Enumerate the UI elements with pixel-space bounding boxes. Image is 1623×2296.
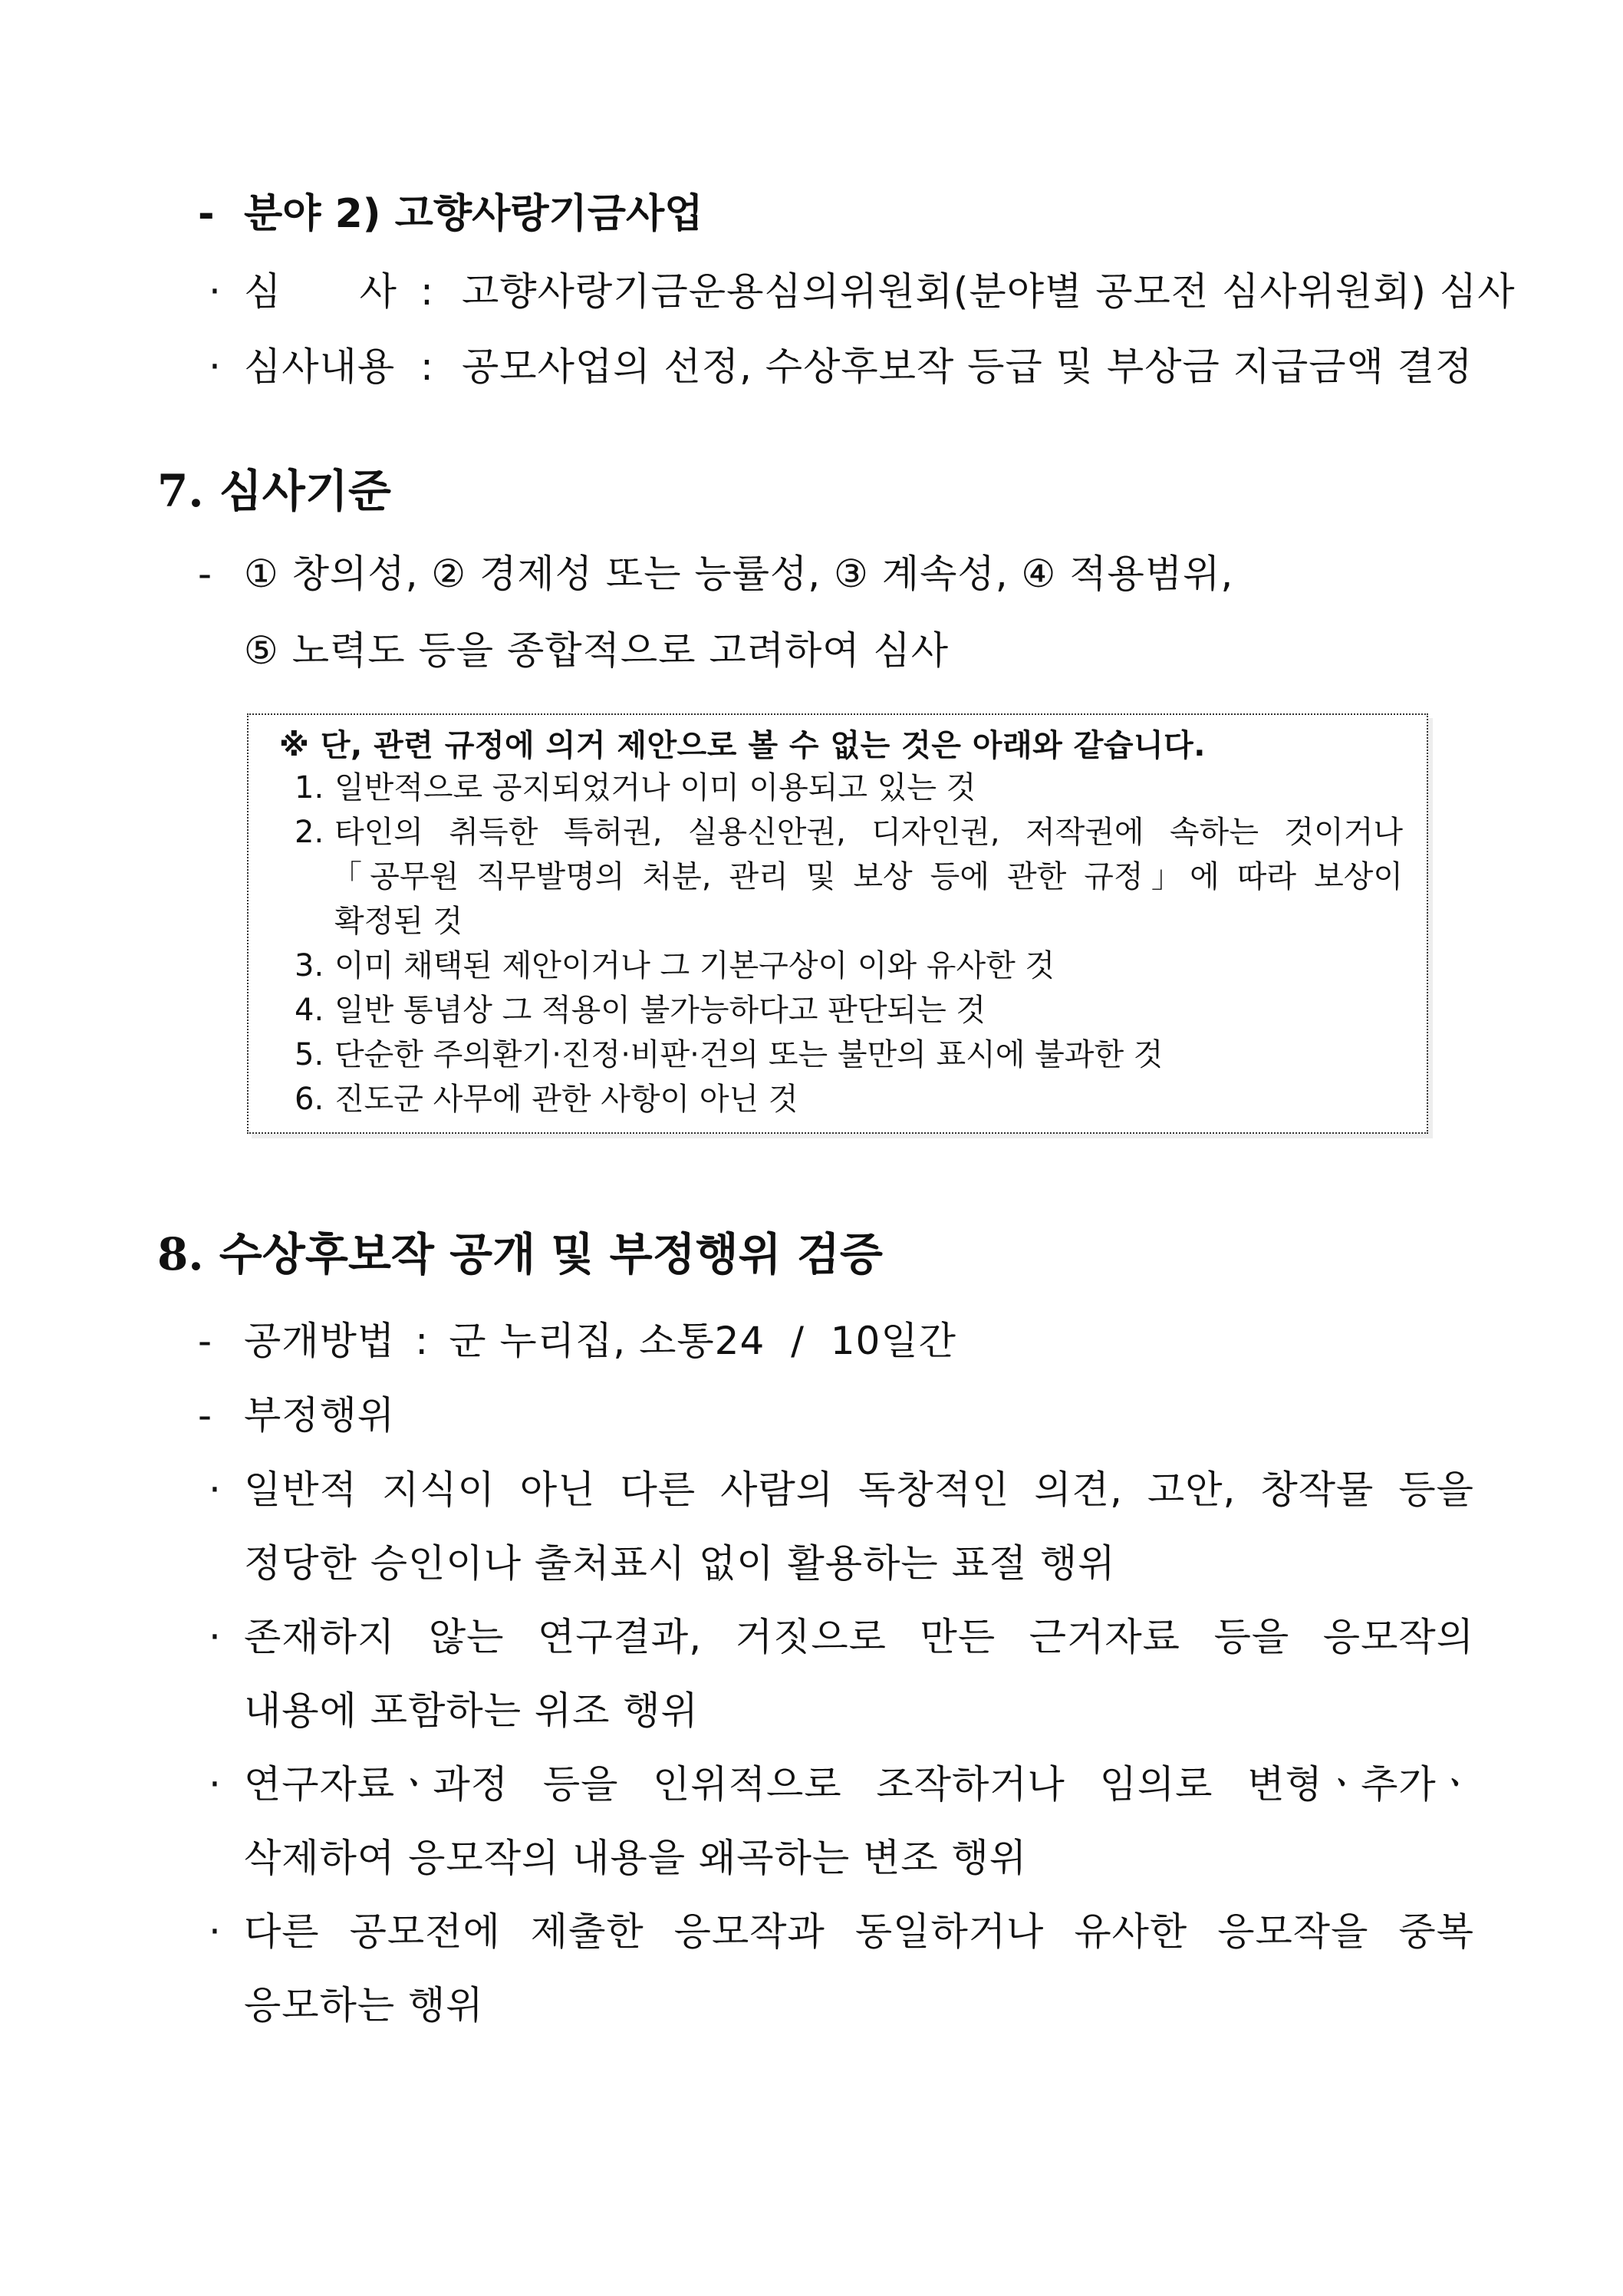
note-item-5 xyxy=(295,1033,1163,1077)
section7-heading xyxy=(157,464,391,518)
field2-title: 분야 2) 고향사랑기금사업 xyxy=(244,191,703,237)
bullet-dot: · xyxy=(209,269,222,314)
misconduct-item-fabrication xyxy=(209,1614,1474,1660)
note-item-3 xyxy=(295,944,1055,988)
colon: : xyxy=(420,344,434,389)
criteria-line-2 xyxy=(244,628,949,674)
criteria-text-1: ① 창의성, ② 경제성 또는 능률성, ③ 계속성, ④ 적용범위, xyxy=(244,552,1234,596)
disclosure-label: 공개방법 xyxy=(244,1319,396,1363)
misconduct-text: 정당한 승인이나 출처표시 없이 활용하는 표절 행위 xyxy=(244,1541,1116,1586)
misconduct-text: 내용에 포함하는 위조 행위 xyxy=(244,1688,699,1733)
bullet-dot: · xyxy=(209,1615,222,1659)
bullet-dot: · xyxy=(209,344,222,389)
colon: : xyxy=(415,1319,430,1363)
note-number: 4. xyxy=(295,993,324,1028)
note-number: 1. xyxy=(295,770,324,805)
section-number: 8. xyxy=(157,1228,204,1280)
review-text: 고향사랑기금운용심의위원회(분야별 공모전 심사위원회) 심사 xyxy=(462,269,1516,314)
note-text: 이미 채택된 제안이거나 그 기본구상이 이와 유사한 것 xyxy=(334,948,1055,983)
note-text: 단순한 주의환기·진정·비판·건의 또는 불만의 표시에 불과한 것 xyxy=(334,1037,1164,1072)
criteria-text-2: ⑤ 노력도 등을 종합적으로 고려하여 심사 xyxy=(244,628,950,673)
bullet-dot: · xyxy=(209,1468,222,1512)
dash-marker: - xyxy=(198,1319,213,1363)
note-item-4 xyxy=(295,988,986,1033)
misconduct-item-duplicate-cont xyxy=(244,1982,484,2028)
dash-marker: - xyxy=(198,552,213,596)
misconduct-item-plagiarism xyxy=(209,1467,1474,1513)
bullet-dot: · xyxy=(209,1762,222,1807)
misconduct-heading xyxy=(198,1392,395,1438)
note-number: 3. xyxy=(295,948,324,983)
misconduct-label: 부정행위 xyxy=(244,1393,396,1438)
note-text: 「공무원 직무발명의 처분, 관리 및 보상 등에 관한 규정」에 따라 보상이 xyxy=(331,859,1403,894)
note-number: 6. xyxy=(295,1082,324,1117)
note-number: 2. xyxy=(295,815,324,850)
misconduct-item-plagiarism-cont xyxy=(244,1540,1116,1586)
misconduct-text: 다른 공모전에 제출한 응모작과 동일하거나 유사한 응모작을 중복 xyxy=(244,1909,1474,1954)
field2-review-row xyxy=(209,268,1516,315)
misconduct-item-fabrication-cont xyxy=(244,1688,699,1734)
exclusion-note-box xyxy=(247,713,1428,1134)
disclosure-method-row xyxy=(198,1318,956,1364)
note-item-1 xyxy=(295,766,976,810)
note-text: 일반 통념상 그 적용이 불가능하다고 판단되는 것 xyxy=(334,993,986,1028)
disclosure-text: 군 누리집, 소통24 / 10일간 xyxy=(449,1319,956,1363)
misconduct-text: 삭제하여 응모작의 내용을 왜곡하는 변조 행위 xyxy=(244,1836,1028,1880)
misconduct-item-duplicate xyxy=(209,1909,1474,1955)
field2-review-content-row xyxy=(209,344,1474,390)
misconduct-text: 존재하지 않는 연구결과, 거짓으로 만든 근거자료 등을 응모작의 xyxy=(244,1615,1474,1659)
section-title: 수상후보작 공개 및 부정행위 검증 xyxy=(219,1228,883,1280)
note-text: 확정된 것 xyxy=(334,904,463,939)
review-content-label: 심사내용 xyxy=(244,344,396,389)
misconduct-item-falsification xyxy=(209,1761,1474,1807)
section-title: 심사기준 xyxy=(219,465,391,517)
misconduct-text: 응모하는 행위 xyxy=(244,1983,484,2028)
review-content-text: 공모사업의 선정, 수상후보작 등급 및 부상금 지급금액 결정 xyxy=(462,344,1473,389)
note-text: 일반적으로 공지되었거나 이미 이용되고 있는 것 xyxy=(334,770,976,805)
review-label: 심 사 xyxy=(244,269,397,314)
dash-marker: - xyxy=(198,1393,213,1438)
field2-heading xyxy=(198,190,703,238)
criteria-line-1 xyxy=(198,551,1233,597)
note-text: 타인의 취득한 특허권, 실용신안권, 디자인권, 저작권에 속하는 것이거나 xyxy=(334,815,1403,850)
note-text: 진도군 사무에 관한 사항이 아닌 것 xyxy=(334,1082,798,1117)
dash-marker: - xyxy=(198,191,215,237)
section-number: 7. xyxy=(157,465,204,517)
misconduct-item-falsification-cont xyxy=(244,1835,1027,1881)
note-number: 5. xyxy=(295,1037,324,1072)
note-item-2 xyxy=(295,810,1403,944)
colon: : xyxy=(420,269,434,314)
misconduct-text: 일반적 지식이 아닌 다른 사람의 독창적인 의견, 고안, 창작물 등을 xyxy=(244,1468,1474,1512)
section8-heading xyxy=(157,1227,883,1281)
note-title: ※ 단, 관련 규정에 의거 제안으로 볼 수 없는 것은 아래와 같습니다. xyxy=(279,728,1206,763)
note-item-6 xyxy=(295,1077,798,1122)
misconduct-text: 연구자료ㆍ과정 등을 인위적으로 조작하거나 임의로 변형ㆍ추가ㆍ xyxy=(244,1762,1474,1807)
bullet-dot: · xyxy=(209,1909,222,1954)
